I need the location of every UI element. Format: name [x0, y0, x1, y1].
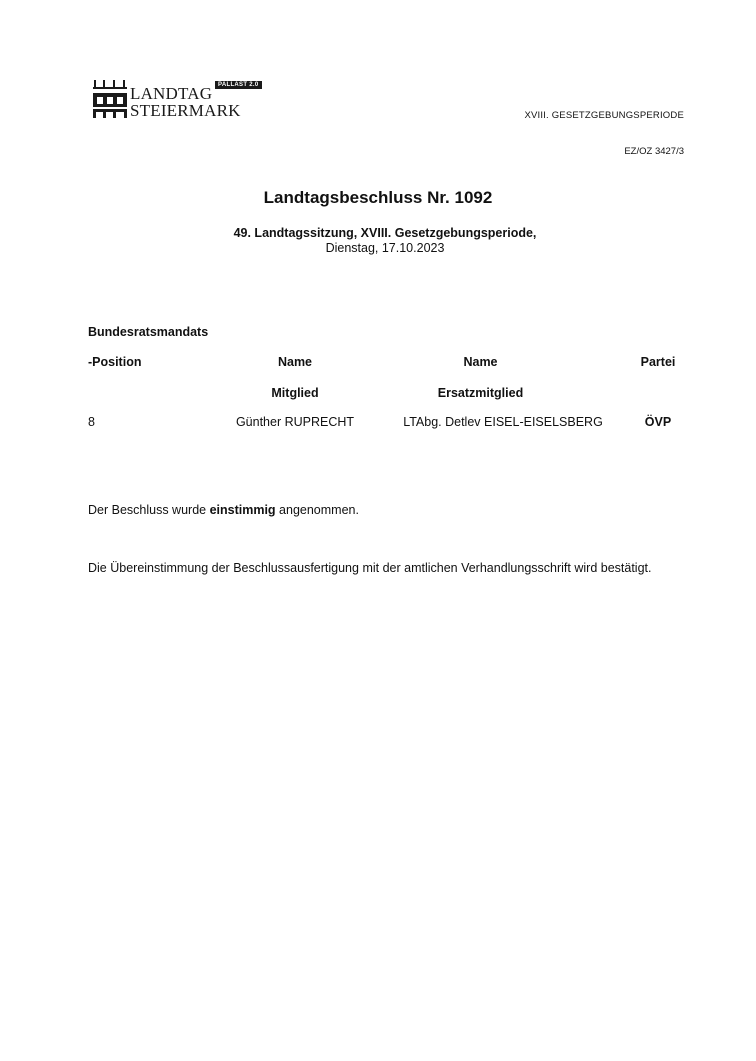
row-position: 8 — [88, 415, 95, 429]
reference-number: EZ/OZ 3427/3 — [624, 146, 684, 157]
document-title: Landtagsbeschluss Nr. 1092 — [263, 188, 493, 207]
session-date: Dienstag, 17.10.2023 — [325, 241, 445, 255]
confirmation-paragraph: Die Übereinstimmung der Beschlussausfertigung mit der amtlichen Verhandlungsschrift wird bestätigt. — [88, 561, 652, 575]
row-member: Günther RUPRECHT — [235, 415, 355, 429]
decision-paragraph — [88, 503, 359, 517]
landtag-logo — [93, 78, 268, 122]
logo-text-landtag: LANDTAG — [130, 84, 213, 103]
decision-prefix: Der Beschluss wurde — [88, 503, 210, 517]
decision-suffix: angenommen. — [275, 503, 359, 517]
row-party: ÖVP — [644, 415, 672, 429]
column-subheader-substitute: Ersatzmitglied — [437, 386, 524, 400]
row-substitute: LTAbg. Detlev EISEL-EISELSBERG — [403, 415, 603, 429]
column-header-name-member: Name — [277, 355, 313, 369]
legislative-period: XVIII. GESETZGEBUNGSPERIODE — [524, 110, 684, 121]
column-header-party: Partei — [640, 355, 676, 369]
column-header-name-substitute: Name — [463, 355, 498, 369]
column-subheader-member: Mitglied — [271, 386, 319, 400]
decision-unanimous: einstimmig — [209, 503, 276, 517]
logo-badge: PALLAST 2.0 — [215, 81, 262, 89]
table-section-heading: Bundesratsmandats — [88, 325, 209, 339]
parliament-building-icon — [93, 78, 127, 118]
column-header-position: -Position — [88, 355, 142, 369]
session-line: 49. Landtagssitzung, XVIII. Gesetzgebungsperiode, — [233, 226, 537, 240]
logo-text-steiermark: STEIERMARK — [130, 101, 241, 120]
